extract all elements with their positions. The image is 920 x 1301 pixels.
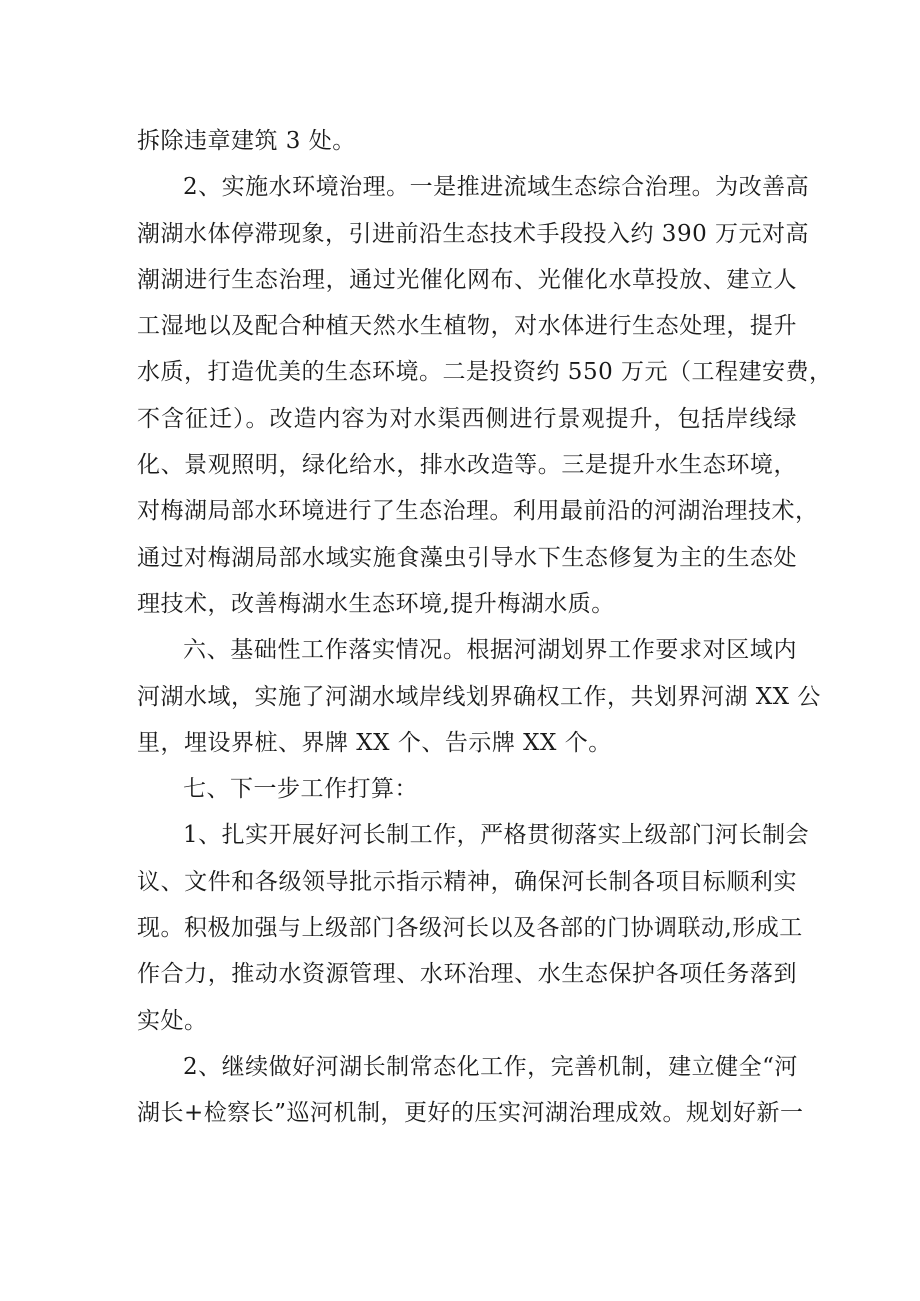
text-line: 2、继续做好河湖长制常态化工作，完善机制，建立健全“河 (183, 1053, 798, 1080)
text-line: 工湿地以及配合种植天然水生植物，对水体进行生态处理，提升 (137, 313, 797, 340)
text-line: 湖长+检察长”巡河机制，更好的压实河湖治理成效。规划好新一 (137, 1100, 804, 1127)
text-line: 潮湖进行生态治理，通过光催化网布、光催化水草投放、建立人 (137, 266, 797, 293)
text-line: 里，埋设界桩、界牌 XX 个、告示牌 XX 个。 (137, 729, 612, 756)
text-line: 1、扎实开展好河长制工作，严格贯彻落实上级部门河长制会 (183, 822, 810, 849)
text-line: 对梅湖局部水环境进行了生态治理。利用最前沿的河湖治理技术， (137, 498, 819, 525)
text-line: 2、实施水环境治理。一是推进流域生态综合治理。为改善高 (183, 174, 810, 201)
text-line: 水质，打造优美的生态环境。二是投资约 550 万元（工程建安费， (137, 359, 833, 386)
text-line: 拆除违章建筑 3 处。 (137, 128, 356, 154)
text-line: 六、基础性工作落实情况。根据河湖划界工作要求对区域内 (183, 637, 797, 664)
text-line: 潮湖水体停滞现象，引进前沿生态技术手段投入约 390 万元对高 (137, 220, 810, 247)
text-line: 不含征迁）。改造内容为对水渠西侧进行景观提升，包括岸线绿 (137, 405, 797, 432)
document-body (137, 118, 833, 1137)
text-line: 河湖水域，实施了河湖水域岸线划界确权工作，共划界河湖 XX 公 (137, 683, 821, 710)
text-line: 通过对梅湖局部水域实施食藻虫引导水下生态修复为主的生态处 (137, 544, 797, 571)
text-line: 实处。 (137, 1007, 208, 1034)
text-line: 现。积极加强与上级部门各级河长以及各部的门协调联动,形成工 (137, 915, 803, 942)
text-line: 作合力，推动水资源管理、水环治理、水生态保护各项任务落到 (137, 961, 797, 988)
text-line: 理技术，改善梅湖水生态环境,提升梅湖水质。 (137, 590, 615, 617)
text-line: 化、景观照明，绿化给水，排水改造等。三是提升水生态环境， (137, 452, 797, 479)
text-line: 议、文件和各级领导批示指示精神，确保河长制各项目标顺利实 (137, 868, 797, 895)
text-line: 七、下一步工作打算： (183, 776, 418, 803)
